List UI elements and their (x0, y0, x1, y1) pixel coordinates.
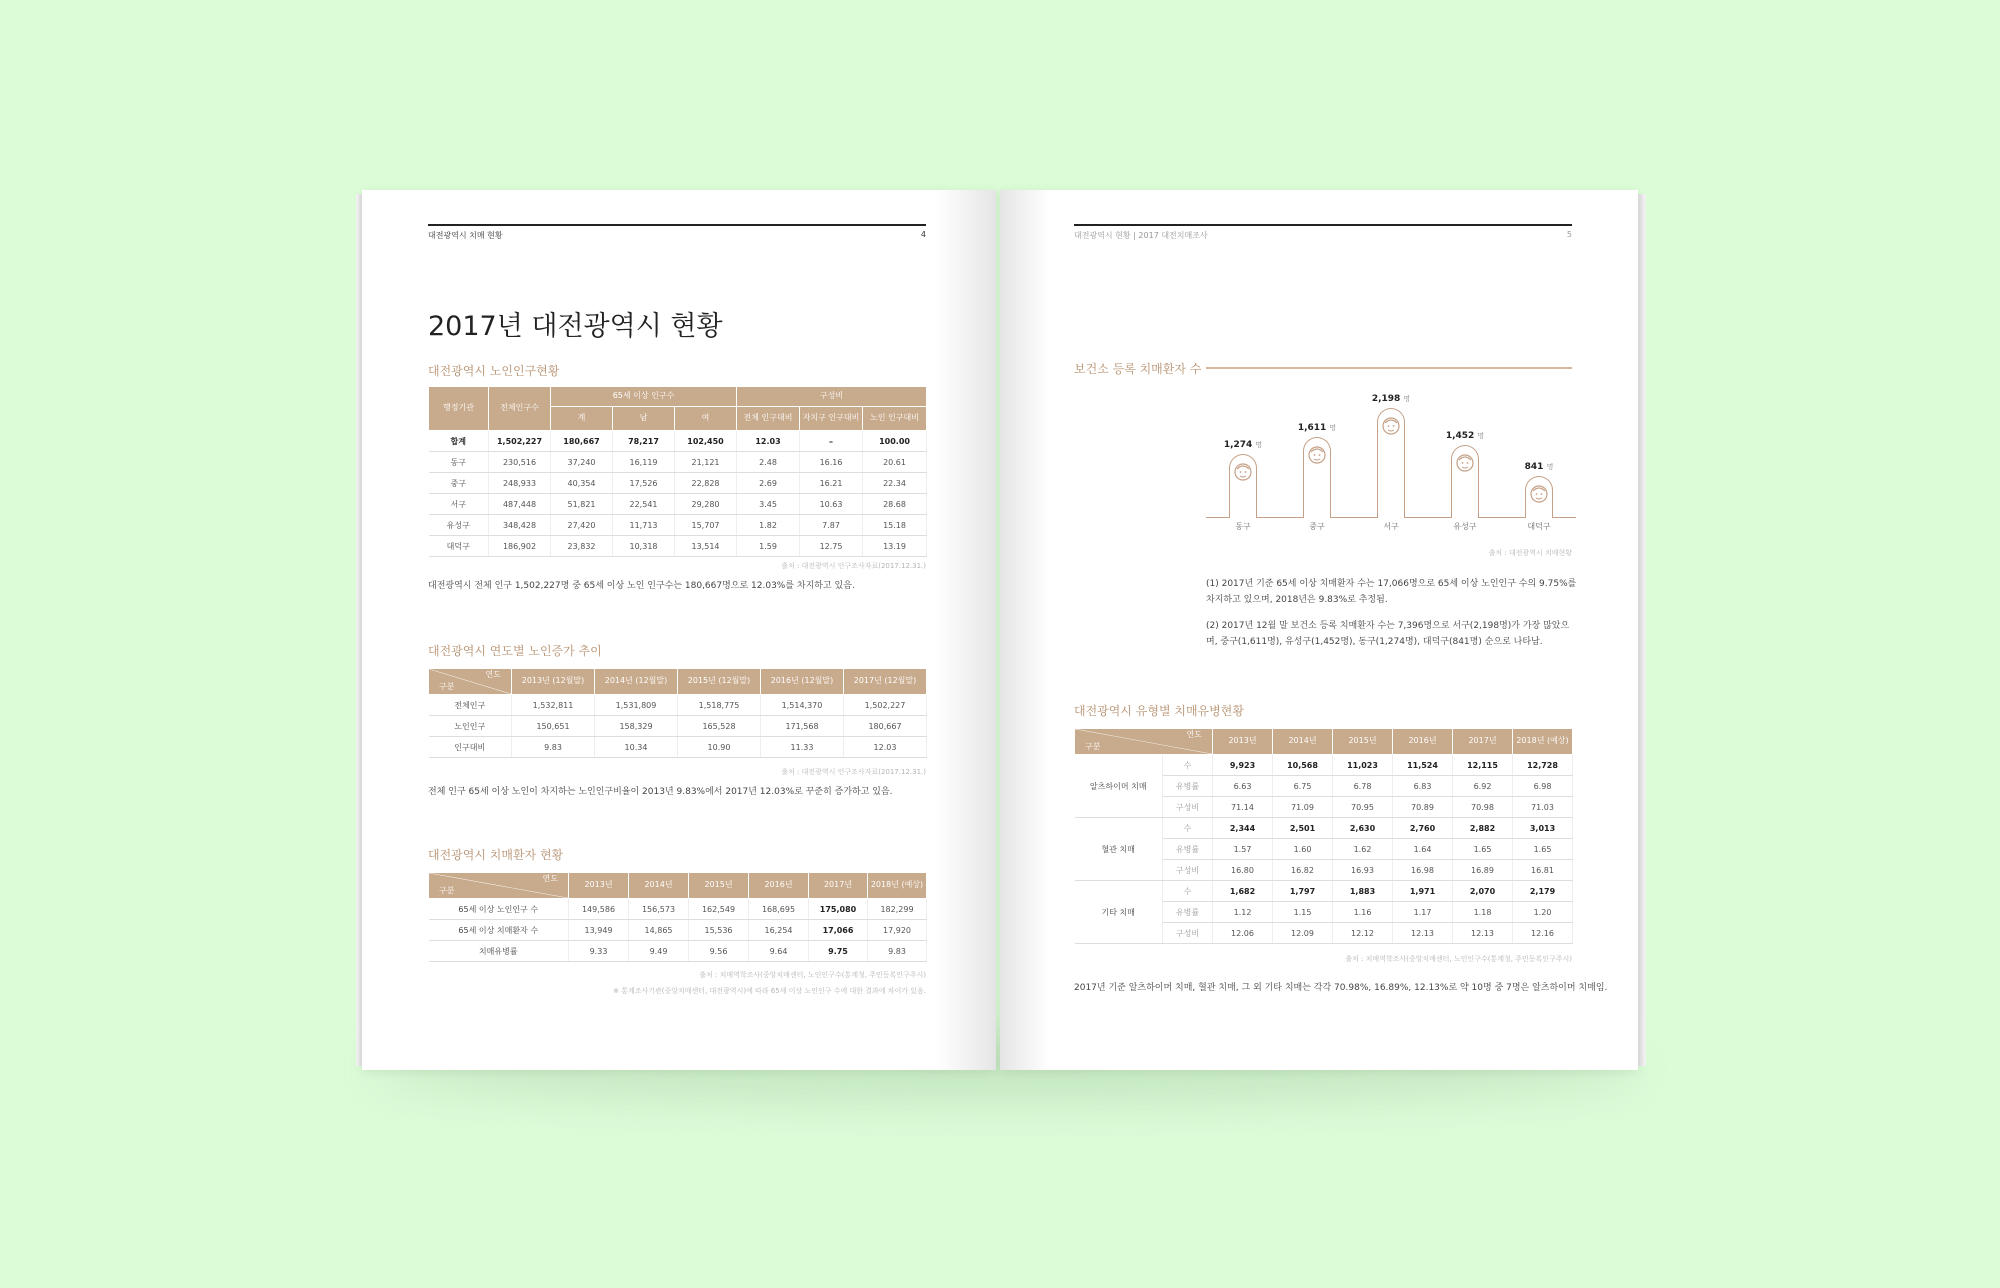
metric-label: 구성비 (1163, 923, 1213, 944)
section-title-elderly-trend: 대전광역시 연도별 노인증가 추이 (428, 644, 602, 658)
table-cell: 51,821 (551, 494, 613, 515)
table-cell: 70.95 (1333, 797, 1393, 818)
table-cell: 2,501 (1273, 818, 1333, 839)
table-cell: 1.60 (1273, 839, 1333, 860)
group-label: 기타 치매 (1075, 881, 1163, 944)
bar (1377, 408, 1405, 518)
header-district: 행정기관 (429, 387, 489, 431)
table-cell: 2,760 (1393, 818, 1453, 839)
table-cell: 171,568 (761, 716, 844, 737)
year-header: 2013년 (1213, 729, 1273, 755)
metric-label: 구성비 (1163, 797, 1213, 818)
year-header: 2016년 (12월말) (761, 669, 844, 695)
table-cell: 71.09 (1273, 797, 1333, 818)
table-cell: 16.89 (1453, 860, 1513, 881)
table-cell: 12.12 (1333, 923, 1393, 944)
table-cell: 22.34 (863, 473, 927, 494)
table-cell: 1.15 (1273, 902, 1333, 923)
year-header: 2018년 (예상) (868, 873, 927, 899)
table-cell: 11,524 (1393, 755, 1453, 776)
table-cell: 162,549 (689, 899, 749, 920)
table-cell: 487,448 (489, 494, 551, 515)
table-cell: 16.81 (1513, 860, 1573, 881)
table-cell: 1.17 (1393, 902, 1453, 923)
bar (1229, 454, 1257, 518)
bar-category-label: 동구 (1235, 522, 1251, 531)
table-row (429, 452, 927, 473)
table-cell: 22,541 (613, 494, 675, 515)
metric-label: 유병률 (1163, 839, 1213, 860)
year-header: 2015년 (689, 873, 749, 899)
table-cell: 27,420 (551, 515, 613, 536)
table-cell: 6.98 (1513, 776, 1573, 797)
table-cell: 11,713 (613, 515, 675, 536)
source-note: 출처 : 치매역학조사(중앙치매센터, 노인인구수(통계청, 주민등록인구주시) (699, 971, 926, 979)
table-cell: 348,428 (489, 515, 551, 536)
table-cell: 12.09 (1273, 923, 1333, 944)
table-cell: 156,573 (629, 899, 689, 920)
year-header: 2013년 (12월말) (512, 669, 595, 695)
table-cell: 17,066 (809, 920, 868, 941)
year-header: 2014년 (1273, 729, 1333, 755)
table-cell: 70.89 (1393, 797, 1453, 818)
table-cell: 1.59 (737, 536, 800, 557)
elderly-face-icon (1307, 444, 1327, 466)
table-cell: 9.56 (689, 941, 749, 962)
section-title-dementia-types: 대전광역시 유형별 치매유병현황 (1074, 704, 1244, 718)
header-ratio-elderly: 노인 인구대비 (863, 407, 927, 431)
table-corner-header: 연도 구분 (429, 669, 512, 695)
year-header: 2015년 (12월말) (678, 669, 761, 695)
left-page (362, 190, 996, 1070)
row-label: 노인인구 (429, 716, 512, 737)
table-cell: 175,080 (809, 899, 868, 920)
table-cell: 168,695 (749, 899, 809, 920)
table-cell: 12.03 (737, 431, 800, 452)
summary-text: 대전광역시 전체 인구 1,502,227명 중 65세 이상 노인 인구수는 180,667명으로 12.03%를 차지하고 있음. (428, 581, 855, 591)
table-cell: 16.82 (1273, 860, 1333, 881)
table-cell: 1.20 (1513, 902, 1573, 923)
table-cell: 15.18 (863, 515, 927, 536)
table-row (1075, 755, 1573, 776)
table-row (429, 695, 927, 716)
table-cell: 12.06 (1213, 923, 1273, 944)
bar-category-label: 대덕구 (1527, 522, 1551, 531)
table-cell: 165,528 (678, 716, 761, 737)
table-cell: 12.13 (1453, 923, 1513, 944)
table-cell: 9.49 (629, 941, 689, 962)
table-cell: 3.45 (737, 494, 800, 515)
year-header: 2016년 (1393, 729, 1453, 755)
bar-value-label: 1,274 명 (1223, 440, 1263, 450)
table-cell: 78,217 (613, 431, 675, 452)
bar-category-label: 서구 (1383, 522, 1399, 531)
table-cell: 9,923 (1213, 755, 1273, 776)
table-cell: 6.75 (1273, 776, 1333, 797)
table-corner-header: 연도 구분 (1075, 729, 1213, 755)
table-cell: 37,240 (551, 452, 613, 473)
table-cell: 14,865 (629, 920, 689, 941)
chart-source: 출처 : 대전광역시 치매현황 (1488, 549, 1572, 557)
table-cell: 186,902 (489, 536, 551, 557)
table-cell: 12,115 (1453, 755, 1513, 776)
table-cell: 17,526 (613, 473, 675, 494)
row-label: 합계 (429, 431, 489, 452)
header-total-pop: 전체인구수 (489, 387, 551, 431)
row-label: 65세 이상 치매환자 수 (429, 920, 569, 941)
bar-value-label: 841 명 (1524, 462, 1554, 472)
table-cell: 6.78 (1333, 776, 1393, 797)
table-row (429, 899, 927, 920)
page-number: 4 (920, 230, 926, 239)
table-cell: 102,450 (675, 431, 737, 452)
year-header: 2017년 (809, 873, 868, 899)
table-cell: 16.21 (800, 473, 863, 494)
header-ratio: 구성비 (737, 387, 927, 407)
right-page (1000, 190, 1638, 1070)
table-cell: 9.83 (512, 737, 595, 758)
table-cell: 1,518,775 (678, 695, 761, 716)
section-title-elderly-population: 대전광역시 노인인구현황 (428, 364, 560, 378)
table-cell: 3,013 (1513, 818, 1573, 839)
row-label: 유성구 (429, 515, 489, 536)
table-cell: 21,121 (675, 452, 737, 473)
running-head-text: 대전광역시 치매 현황 (428, 231, 503, 240)
table-cell: 1,502,227 (844, 695, 927, 716)
row-label: 전체인구 (429, 695, 512, 716)
year-header: 2014년 (629, 873, 689, 899)
table-cell: 2,344 (1213, 818, 1273, 839)
table-cell: 16,119 (613, 452, 675, 473)
table-cell: 180,667 (551, 431, 613, 452)
patients-bar-chart (1206, 380, 1576, 530)
table-row (429, 494, 927, 515)
note-2: (2) 2017년 12월 말 보건소 등록 치매환자 수는 7,396명으로 서구(2,198명)가 가장 많았으며, 중구(1,611명), 유성구(1,452명), 동구(1,274명), 대덕구(841명) 순으로 나타남. (1206, 621, 1570, 647)
table-cell: 1.64 (1393, 839, 1453, 860)
table-row (1075, 818, 1573, 839)
table-cell: 180,667 (844, 716, 927, 737)
table-cell: 1,502,227 (489, 431, 551, 452)
table-cell: 230,516 (489, 452, 551, 473)
elderly-face-icon (1381, 415, 1401, 437)
table-cell: 9.33 (569, 941, 629, 962)
elderly-population-table (428, 386, 927, 557)
table-cell: 1.82 (737, 515, 800, 536)
metric-label: 유병률 (1163, 902, 1213, 923)
running-head (1074, 224, 1572, 240)
table-cell: 16.80 (1213, 860, 1273, 881)
table-row (429, 473, 927, 494)
bar (1525, 476, 1553, 518)
table-row (429, 737, 927, 758)
summary-text: 2017년 기준 알츠하이머 치매, 혈관 치매, 그 외 기타 치매는 각각 70.98%, 16.89%, 12.13%로 약 10명 중 7명은 알츠하이머 치매임. (1074, 983, 1608, 993)
table-cell: 2,070 (1453, 881, 1513, 902)
row-label: 65세 이상 노인인구 수 (429, 899, 569, 920)
bar-shape (1229, 454, 1257, 518)
table-cell: 15,536 (689, 920, 749, 941)
table-cell: 23,832 (551, 536, 613, 557)
table-cell: 158,329 (595, 716, 678, 737)
running-head (428, 224, 926, 240)
row-label: 인구대비 (429, 737, 512, 758)
bar-value-label: 2,198 명 (1371, 394, 1411, 404)
year-header: 2014년 (12월말) (595, 669, 678, 695)
table-cell: 13,514 (675, 536, 737, 557)
table-cell: 11,023 (1333, 755, 1393, 776)
table-row (429, 515, 927, 536)
bar (1303, 437, 1331, 518)
source-note: 출처 : 대전광역시 인구조사자료(2017.12.31.) (781, 562, 926, 570)
header-ratio-total: 전체 인구대비 (737, 407, 800, 431)
bar-shape (1377, 408, 1405, 518)
bar-category-label: 중구 (1309, 522, 1325, 531)
table-cell: 9.64 (749, 941, 809, 962)
table-cell: 1,883 (1333, 881, 1393, 902)
row-label: 치매유병률 (429, 941, 569, 962)
table-cell: 29,280 (675, 494, 737, 515)
elderly-face-icon (1455, 452, 1475, 474)
year-header: 2018년 (예상) (1513, 729, 1573, 755)
bar-category-label: 유성구 (1453, 522, 1477, 531)
table-cell: 182,299 (868, 899, 927, 920)
table-cell: 16,254 (749, 920, 809, 941)
table-row (429, 716, 927, 737)
year-header: 2016년 (749, 873, 809, 899)
row-label: 동구 (429, 452, 489, 473)
table-cell: 1,532,811 (512, 695, 595, 716)
row-label: 대덕구 (429, 536, 489, 557)
table-cell: 20.61 (863, 452, 927, 473)
source-note: 출처 : 치매역학조사(중앙치매센터, 노인인구수(통계청, 주민등록인구주시) (1345, 955, 1572, 963)
metric-label: 유병률 (1163, 776, 1213, 797)
metric-label: 수 (1163, 818, 1213, 839)
header-sum: 계 (551, 407, 613, 431)
header-age65: 65세 이상 인구수 (551, 387, 737, 407)
table-row (429, 431, 927, 452)
table-cell: 13,949 (569, 920, 629, 941)
table-cell: 1,514,370 (761, 695, 844, 716)
row-label: 중구 (429, 473, 489, 494)
running-head-text: 대전광역시 현황 | 2017 대전치매조사 (1074, 231, 1208, 240)
table-cell: 40,354 (551, 473, 613, 494)
table-cell: 12.03 (844, 737, 927, 758)
table-cell: 71.14 (1213, 797, 1273, 818)
table-cell: 2.48 (737, 452, 800, 473)
footnote: ※ 통계조사기관(중앙치매센터, 대전광역시)에 따라 65세 이상 노인인구 수에 대한 결과에 차이가 있음. (613, 987, 926, 995)
dementia-types-table (1074, 728, 1573, 944)
row-label: 서구 (429, 494, 489, 515)
table-cell: 1,682 (1213, 881, 1273, 902)
table-cell: 16.93 (1333, 860, 1393, 881)
table-cell: 6.63 (1213, 776, 1273, 797)
table-cell: 9.83 (868, 941, 927, 962)
header-female: 여 (675, 407, 737, 431)
table-cell: 149,586 (569, 899, 629, 920)
table-cell: 1.12 (1213, 902, 1273, 923)
table-row (429, 920, 927, 941)
table-cell: 1,797 (1273, 881, 1333, 902)
metric-label: 수 (1163, 755, 1213, 776)
note-1: (1) 2017년 기준 65세 이상 치매환자 수는 17,066명으로 65세 이상 노인인구 수의 9.75%를 차지하고 있으며, 2018년은 9.83%로 추정됨. (1206, 579, 1577, 605)
table-cell: 12.16 (1513, 923, 1573, 944)
table-cell: 70.98 (1453, 797, 1513, 818)
table-cell: 10,318 (613, 536, 675, 557)
table-cell: 6.83 (1393, 776, 1453, 797)
year-header: 2015년 (1333, 729, 1393, 755)
table-cell: 13.19 (863, 536, 927, 557)
table-cell: 10.90 (678, 737, 761, 758)
table-cell: 1.16 (1333, 902, 1393, 923)
year-header: 2017년 (1453, 729, 1513, 755)
table-cell: 1.57 (1213, 839, 1273, 860)
table-cell: 2,882 (1453, 818, 1513, 839)
table-cell: 1,971 (1393, 881, 1453, 902)
table-cell: 100.00 (863, 431, 927, 452)
table-cell: 10,568 (1273, 755, 1333, 776)
table-cell: – (800, 431, 863, 452)
table-cell: 2,630 (1333, 818, 1393, 839)
table-cell: 16.16 (800, 452, 863, 473)
bar (1451, 445, 1479, 518)
table-cell: 12.13 (1393, 923, 1453, 944)
metric-label: 수 (1163, 881, 1213, 902)
bar-shape (1303, 437, 1331, 518)
elderly-trend-table (428, 668, 927, 758)
table-cell: 7.87 (800, 515, 863, 536)
page-number: 5 (1566, 230, 1572, 239)
table-row (429, 941, 927, 962)
year-header: 2013년 (569, 873, 629, 899)
gutter-shadow (1000, 190, 1050, 1070)
table-cell: 2,179 (1513, 881, 1573, 902)
page-title: 2017년 대전광역시 현황 (428, 311, 723, 342)
header-male: 남 (613, 407, 675, 431)
table-cell: 1.65 (1513, 839, 1573, 860)
table-cell: 1.62 (1333, 839, 1393, 860)
elderly-face-icon (1233, 461, 1253, 483)
table-cell: 71.03 (1513, 797, 1573, 818)
table-cell: 10.63 (800, 494, 863, 515)
bar-shape (1451, 445, 1479, 518)
table-cell: 150,651 (512, 716, 595, 737)
table-cell: 9.75 (809, 941, 868, 962)
table-row (429, 536, 927, 557)
group-label: 알츠하이머 치매 (1075, 755, 1163, 818)
table-cell: 12,728 (1513, 755, 1573, 776)
table-cell: 17,920 (868, 920, 927, 941)
table-cell: 28.68 (863, 494, 927, 515)
year-header: 2017년 (12월말) (844, 669, 927, 695)
table-cell: 15,707 (675, 515, 737, 536)
group-label: 혈관 치매 (1075, 818, 1163, 881)
page-edge-right (1638, 194, 1646, 1066)
table-cell: 1,531,809 (595, 695, 678, 716)
table-cell: 10.34 (595, 737, 678, 758)
table-corner-header: 연도 구분 (429, 873, 569, 899)
section-title-dementia-patients: 대전광역시 치매환자 현황 (428, 848, 564, 862)
table-cell: 11.33 (761, 737, 844, 758)
table-cell: 248,933 (489, 473, 551, 494)
dementia-patients-table (428, 872, 927, 962)
header-ratio-district: 자치구 인구대비 (800, 407, 863, 431)
metric-label: 구성비 (1163, 860, 1213, 881)
table-cell: 6.92 (1453, 776, 1513, 797)
bar-shape (1525, 476, 1553, 518)
table-cell: 12.75 (800, 536, 863, 557)
table-row (1075, 881, 1573, 902)
section-title-registered-patients: 보건소 등록 치매환자 수 (1074, 362, 1202, 376)
bar-value-label: 1,452 명 (1445, 431, 1485, 441)
gutter-shadow (936, 190, 996, 1070)
source-note: 출처 : 대전광역시 인구조사자료(2017.12.31.) (781, 768, 926, 776)
table-cell: 22,828 (675, 473, 737, 494)
bar-value-label: 1,611 명 (1297, 423, 1337, 433)
section-rule (1206, 367, 1572, 369)
table-cell: 16.98 (1393, 860, 1453, 881)
table-cell: 1.18 (1453, 902, 1513, 923)
table-cell: 2.69 (737, 473, 800, 494)
table-cell: 1.65 (1453, 839, 1513, 860)
summary-text: 전체 인구 65세 이상 노인이 차지하는 노인인구비율이 2013년 9.83%에서 2017년 12.03%로 꾸준히 증가하고 있음. (428, 787, 893, 797)
elderly-face-icon (1529, 483, 1549, 505)
